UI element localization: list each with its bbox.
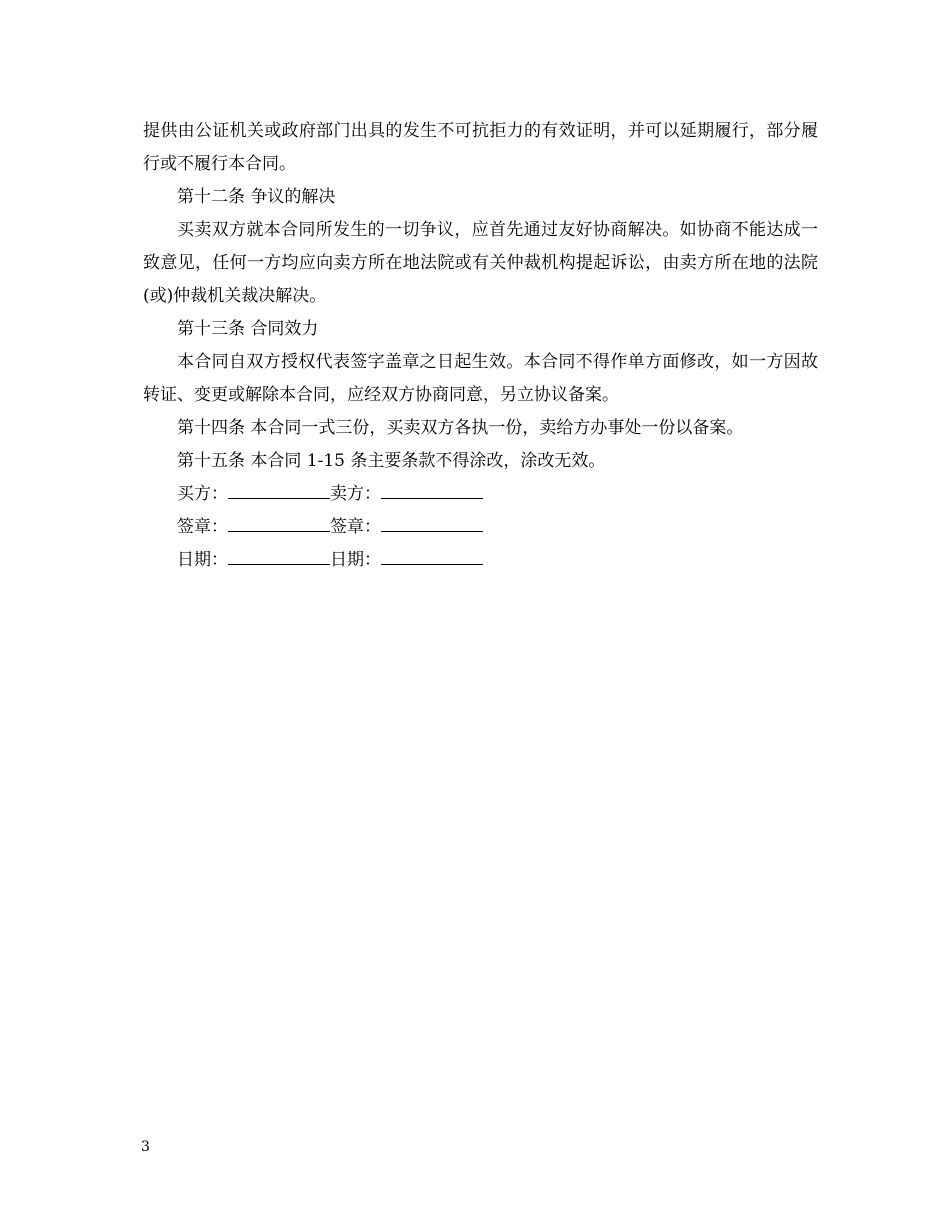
article-12-body: 买卖双方就本合同所发生的一切争议，应首先通过友好协商解决。如协商不能达成一致意见，任何一方均应向卖方所在地法院或有关仲裁机构提起诉讼，由卖方所在地的法院(或)仲裁机关裁决解决。 — [143, 220, 818, 306]
article-12-heading: 第十二条 争议的解决 — [177, 187, 336, 207]
signature-row-party — [143, 478, 818, 511]
paragraph-force-majeure-continued: 提供由公证机关或政府部门出具的发生不可抗拒力的有效证明，并可以延期履行，部分履行或不履行本合同。 — [143, 121, 818, 174]
document-body — [143, 115, 818, 577]
buyer-label: 买方： — [177, 484, 228, 504]
article-13-heading: 第十三条 合同效力 — [177, 319, 319, 339]
seller-blank — [381, 480, 483, 499]
signature-row-date — [143, 544, 818, 577]
buyer-blank — [228, 480, 330, 499]
buyer-date-blank — [228, 546, 330, 565]
signature-row-seal — [143, 511, 818, 544]
buyer-date-label: 日期： — [177, 550, 228, 570]
seller-date-blank — [381, 546, 483, 565]
seller-seal-label: 签章： — [330, 517, 381, 537]
article-14: 第十四条 本合同一式三份，买卖双方各执一份，卖给方办事处一份以备案。 — [177, 418, 744, 438]
seller-seal-blank — [381, 513, 483, 532]
page-number: 3 — [141, 1139, 150, 1155]
article-13-body: 本合同自双方授权代表签字盖章之日起生效。本合同不得作单方面修改，如一方因故转证、变更或解除本合同，应经双方协商同意，另立协议备案。 — [143, 352, 818, 405]
article-15: 第十五条 本合同 1-15 条主要条款不得涂改，涂改无效。 — [177, 451, 606, 471]
buyer-seal-label: 签章： — [177, 517, 228, 537]
seller-label: 卖方： — [330, 484, 381, 504]
buyer-seal-blank — [228, 513, 330, 532]
seller-date-label: 日期： — [330, 550, 381, 570]
